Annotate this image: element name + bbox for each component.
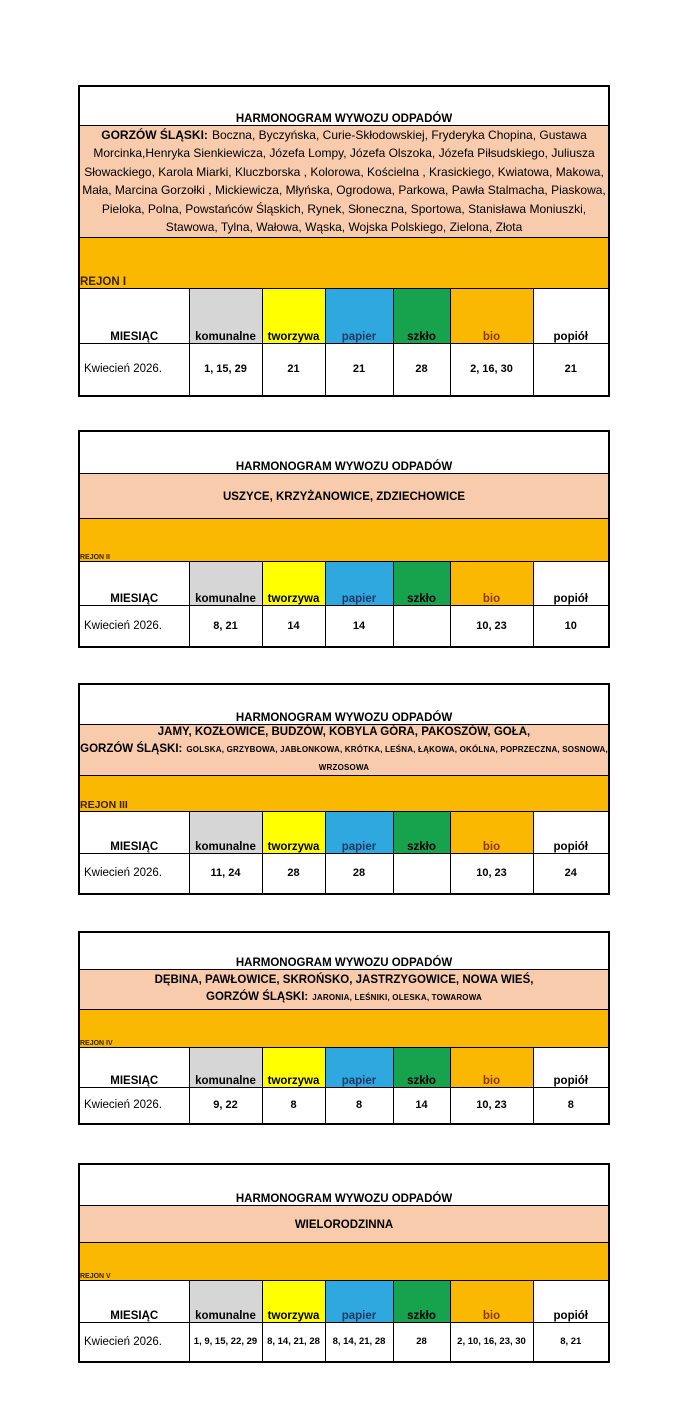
- value-bio: 10, 23: [450, 1087, 533, 1124]
- col-header-bio: bio: [450, 561, 533, 605]
- area-streets: [79, 1205, 609, 1242]
- col-header-komunalne: komunalne: [189, 1047, 262, 1087]
- value-szklo: 14: [393, 1087, 450, 1124]
- area-streets: [79, 473, 609, 518]
- col-header-papier: papier: [325, 1047, 393, 1087]
- table-title: HARMONOGRAM WYWOZU ODPADÓW: [79, 431, 609, 473]
- value-papier: 14: [325, 605, 393, 647]
- rejon-label: REJON III: [79, 775, 609, 811]
- value-tworzywa: 21: [262, 343, 325, 396]
- col-header-popiol: popiół: [533, 288, 609, 343]
- month-cell: Kwiecień 2026.: [79, 853, 189, 894]
- value-popiol: 8: [533, 1087, 609, 1124]
- value-bio: 2, 10, 16, 23, 30: [450, 1322, 533, 1362]
- value-tworzywa: 8: [262, 1087, 325, 1124]
- col-header-miesiac: MIESIĄC: [79, 1280, 189, 1322]
- area-city-prefix: GORZÓW ŚLĄSKI:: [101, 127, 208, 142]
- value-komunalne: 1, 15, 29: [189, 343, 262, 396]
- month-cell: Kwiecień 2026.: [79, 1087, 189, 1124]
- col-header-popiol: popiół: [533, 1280, 609, 1322]
- value-tworzywa: 14: [262, 605, 325, 647]
- col-header-komunalne: komunalne: [189, 1280, 262, 1322]
- col-header-tworzywa: tworzywa: [262, 811, 325, 853]
- col-header-popiol: popiół: [533, 1047, 609, 1087]
- schedule-table-rejon-iii: [78, 683, 610, 895]
- col-header-miesiac: MIESIĄC: [79, 1047, 189, 1087]
- value-popiol: 21: [533, 343, 609, 396]
- col-header-tworzywa: tworzywa: [262, 288, 325, 343]
- col-header-popiol: popiół: [533, 811, 609, 853]
- col-header-szklo: szkło: [393, 288, 450, 343]
- col-header-tworzywa: tworzywa: [262, 1280, 325, 1322]
- col-header-papier: papier: [325, 1280, 393, 1322]
- col-header-bio: bio: [450, 1047, 533, 1087]
- value-komunalne: 1, 9, 15, 22, 29: [189, 1322, 262, 1362]
- area-streets: [79, 125, 609, 237]
- col-header-papier: papier: [325, 811, 393, 853]
- col-header-szklo: szkło: [393, 811, 450, 853]
- rejon-label: REJON IV: [79, 1009, 609, 1047]
- value-komunalne: 11, 24: [189, 853, 262, 894]
- col-header-miesiac: MIESIĄC: [79, 561, 189, 605]
- col-header-miesiac: MIESIĄC: [79, 811, 189, 853]
- value-papier: 21: [325, 343, 393, 396]
- value-komunalne: 9, 22: [189, 1087, 262, 1124]
- area-villages-text: USZYCE, KRZYŻANOWICE, ZDZIECHOWICE: [222, 490, 466, 503]
- area-streets-text: Boczna, Byczyńska, Curie-Skłodowskiej, Fryderyka Chopina, Gustawa Morcinka,Henryka Sienkiewicza, Józefa Lompy, Józefa Olszoka, Józefa Piłsudskiego, Juliusza Słowackiego, Karola Miarki, Kluczborska , Kolorowa, Kościelna , Krasickiego, Kwiatowa, Makowa, Mała, Marcina Gorzołki , Mickiewicza, Młyńska, Ogrodowa, Parkowa, Pawła Stalmacha, Piaskowa, Pieloka, Polna, Powstańców Śląskich, Rynek, Słoneczna, Sportowa, Stanisława Moniuszki, Stawowa, Tylna, Wałowa, Wąska, Wojska Polskiego, Zielona, Złota: [82, 127, 606, 234]
- value-tworzywa: 8, 14, 21, 28: [262, 1322, 325, 1362]
- value-popiol: 10: [533, 605, 609, 647]
- area-streets-small-text: GOLSKA, GRZYBOWA, JABŁONKOWA, KRÓTKA, LEŚNA, ŁĄKOWA, OKÓLNA, POPRZECZNA, SOSNOWA, WRZOSOWA: [186, 744, 608, 772]
- area-city-prefix: GORZÓW ŚLĄSKI:: [80, 742, 183, 755]
- value-popiol: 8, 21: [533, 1322, 609, 1362]
- col-header-bio: bio: [450, 1280, 533, 1322]
- area-villages-text: JAMY, KOZŁOWICE, BUDZÓW, KOBYLA GÓRA, PAKOSZÓW, GOŁA,: [157, 725, 531, 738]
- month-cell: Kwiecień 2026.: [79, 605, 189, 647]
- month-cell: Kwiecień 2026.: [79, 343, 189, 396]
- col-header-popiol: popiół: [533, 561, 609, 605]
- col-header-szklo: szkło: [393, 561, 450, 605]
- col-header-papier: papier: [325, 288, 393, 343]
- area-villages-text: DĘBINA, PAWŁOWICE, SKROŃSKO, JASTRZYGOWICE, NOWA WIEŚ,: [154, 974, 534, 986]
- area-villages-text: WIELORODZINNA: [294, 1218, 394, 1231]
- value-popiol: 24: [533, 853, 609, 894]
- schedule-table-rejon-ii: [78, 430, 610, 648]
- col-header-komunalne: komunalne: [189, 811, 262, 853]
- area-streets: [79, 969, 609, 1009]
- rejon-label: REJON II: [79, 518, 609, 561]
- area-streets-small-text: JARONIA, LEŚNIKI, OLESKA, TOWAROWA: [312, 993, 483, 1002]
- rejon-label: REJON I: [79, 237, 609, 288]
- month-cell: Kwiecień 2026.: [79, 1322, 189, 1362]
- col-header-papier: papier: [325, 561, 393, 605]
- value-bio: 10, 23: [450, 605, 533, 647]
- col-header-komunalne: komunalne: [189, 288, 262, 343]
- col-header-szklo: szkło: [393, 1280, 450, 1322]
- col-header-miesiac: MIESIĄC: [79, 288, 189, 343]
- col-header-bio: bio: [450, 288, 533, 343]
- value-szklo: 28: [393, 343, 450, 396]
- rejon-label: REJON V: [79, 1242, 609, 1280]
- value-szklo: [393, 853, 450, 894]
- value-komunalne: 8, 21: [189, 605, 262, 647]
- col-header-komunalne: komunalne: [189, 561, 262, 605]
- table-title: HARMONOGRAM WYWOZU ODPADÓW: [79, 86, 609, 125]
- area-streets: [79, 724, 609, 775]
- schedule-table-rejon-iv: [78, 931, 610, 1125]
- col-header-bio: bio: [450, 811, 533, 853]
- col-header-tworzywa: tworzywa: [262, 561, 325, 605]
- schedule-table-rejon-i: [78, 85, 610, 397]
- col-header-szklo: szkło: [393, 1047, 450, 1087]
- value-szklo: [393, 605, 450, 647]
- col-header-tworzywa: tworzywa: [262, 1047, 325, 1087]
- table-title: HARMONOGRAM WYWOZU ODPADÓW: [79, 1164, 609, 1205]
- value-szklo: 28: [393, 1322, 450, 1362]
- table-title: HARMONOGRAM WYWOZU ODPADÓW: [79, 684, 609, 724]
- value-papier: 8: [325, 1087, 393, 1124]
- value-papier: 28: [325, 853, 393, 894]
- area-city-prefix: GORZÓW ŚLĄSKI:: [206, 991, 309, 1003]
- schedule-table-rejon-v: [78, 1163, 610, 1363]
- value-tworzywa: 28: [262, 853, 325, 894]
- value-bio: 2, 16, 30: [450, 343, 533, 396]
- table-title: HARMONOGRAM WYWOZU ODPADÓW: [79, 932, 609, 969]
- value-papier: 8, 14, 21, 28: [325, 1322, 393, 1362]
- value-bio: 10, 23: [450, 853, 533, 894]
